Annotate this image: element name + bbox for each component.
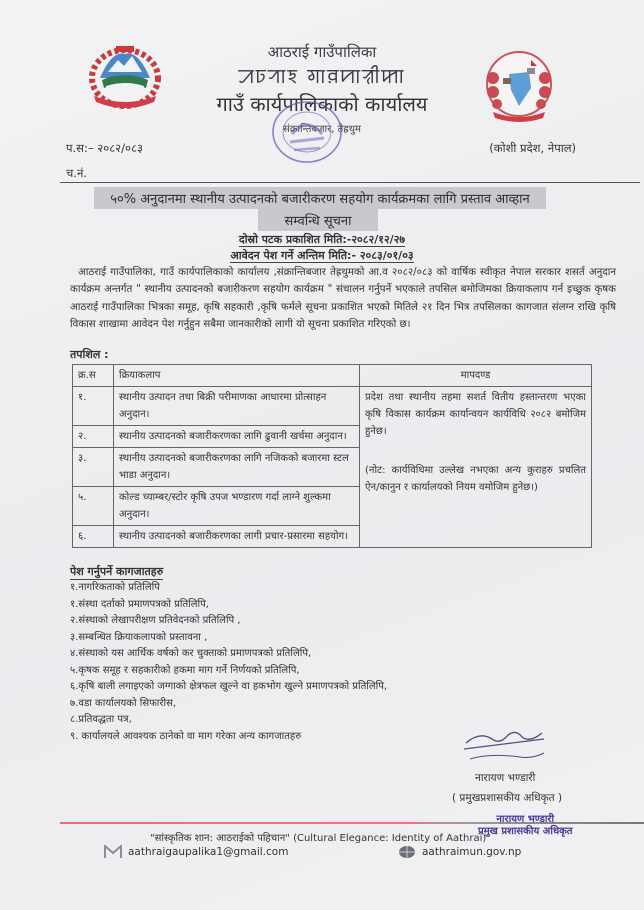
email-address[interactable]: aathraigaupalika1@gmail.com [128,846,289,858]
row-activity: स्थानीय उत्पादनको बजारीकरणका लागि नजिकको बजारमा स्टल भाडा अनुदान। [114,448,360,487]
list-item: ६.कृषि बाली लगाइएको जग्गाको क्षेत्रफल खुल्ने वा हकभोग खुल्ने प्रमाणपत्रको प्रतिलिपि, [70,681,388,692]
officer-stamp-name: नारायण भण्डारी [496,814,555,825]
list-item: १.नागरिकताको प्रतिलिपि [70,582,160,593]
officer-stamp-title: प्रमुख प्रशासकीय अधिकृत [478,826,573,837]
website-url[interactable]: aathraimun.gov.np [422,846,522,858]
list-item: ८.प्रतिवद्धता पत्र, [70,714,132,725]
table-header-row [73,365,592,387]
mail-icon [104,845,122,859]
list-item: ७.वडा कार्यालयको सिफारीस, [70,697,177,709]
municipality-name: आठराई गाउँपालिका [267,43,377,61]
municipality-script-name: ꠀꠑꠞꠣꠁ ꠉꠣꠅꠙꠣꠟꠤꠇꠣ [238,66,406,88]
documents-list [70,580,387,745]
notice-title-line1 [94,187,546,209]
activities-table [72,364,592,548]
header-activity: क्रियाकलाप [114,365,360,387]
application-deadline-text: आवेदन पेश गर्ने अन्तिम मिति:- २०८३/०१/०३ [230,249,414,262]
row-serial: २. [73,426,114,448]
signature-mark [460,727,550,769]
reference-number: प.स:– २०८२/०८३ [66,141,143,155]
second-publish-date-text: दोस्रो पटक प्रकाशित मिति:-२०८२/१२/२७ [238,233,406,246]
list-item: ९. कार्यालयले आवश्यक ठानेको वा माग गरेका अन्य कागजातहरु [70,730,302,742]
list-item: ४.संस्थाको यस आर्थिक वर्षको कर चुक्ताको प्रमाणपत्रको प्रतिलिपि, [70,648,312,659]
row-serial: ५. [73,487,114,526]
footer-website[interactable] [398,845,521,859]
footer-tagline: "सांस्कृतिक शान: आठराईको पहिचान" (Cultural Elegance: Identity of Aathrai) [150,833,487,844]
row-activity: कोल्ड च्याम्बर/स्टोर कृषि उपज भण्डारण गर्दा लाग्ने शुल्कमा अनुदान। [114,487,360,526]
criteria-text: प्रदेश तथा स्थानीय तहमा सशर्त वितीय हस्तान्तरण भएका कृषि विकास कार्यक्रम कार्यान्वयन कार्यविधि २०८२ बमोजिम हुनेछ। [365,392,586,437]
notice-title-line2 [258,209,378,231]
row-activity: स्थानीय उत्पादनको बजारीकरणका लागी प्रचार-प्रसारमा सहयोग। [114,526,360,548]
notice-body: आठराई गाउँपालिका, गाउँ कार्यपालिकाको कार्यालय ,संक्रान्तिबजार तेह्रथुमको आ.व २०८२/०८३ को वार्षिक स्वीकृत नेपाल सरकार शसर्त अनुदान कार्यक्रम अन्तर्गत " स्थानीय उत्पादनको बजारीकरण सहयोग कार्यक्रम " संचालन गर्नुपर्ने भएकाले तपसिल बमोजिमका क्रियाकलाप गर्न इच्छुक कृषक आठराई गाउँपालिका भित्रका समूह, कृषि सहकारी ,कृषि फर्मले सूचना प्रकाशित भएको मितिले २१ दिन भित्र तपसिलका कागजात संलग्न राखि कृषि विकास शाखामा आवेदन पेश गर्नुहुन सबैमा जानकारीको लागी यो सूचना प्रकाशित गरिएको छ। [70,267,616,330]
table-row [73,387,592,426]
globe-icon [398,845,416,859]
row-serial: १. [73,387,114,426]
signatory-title: ( प्रमुखप्रशासकीय अधिकृत ) [452,792,563,804]
signatory-name: नारायण भण्डारी [475,772,536,784]
official-stamp [268,98,346,166]
row-serial: ६. [73,526,114,548]
schedule-label: तपशिल : [70,348,109,361]
list-item: ५.कृषक समूह र सहकारीको हकमा माग गर्ने निर्णयको प्रतिलिपि, [70,664,300,676]
notice-title-text: ५०% अनुदानमा स्थानीय उत्पादनको बजारीकरण सहयोग कार्यक्रमका लागि प्रस्ताव आव्हान [110,192,530,207]
header-criteria: मापदण्ड [360,365,592,387]
list-item: २.संस्थाको लेखापरीक्षण प्रतिवेदनको प्रतिलिपि , [70,615,241,626]
footer-email[interactable] [104,845,288,859]
office-name: गाउँ कार्यपालिकाको कार्यालय [216,92,428,116]
documents-heading: पेश गर्नुपर्ने कागजातहरु [70,565,164,578]
list-item: १.संस्था दर्ताको प्रमाणपत्रको प्रतिलिपि, [70,598,209,610]
province-label: (कोशी प्रदेश, नेपाल) [489,141,576,155]
row-activity: स्थानीय उत्पादन तथा बिक्री परीमाणका आधारमा प्रोत्साहन अनुदान। [114,387,360,426]
dispatch-number: च.नं. [66,166,87,180]
criteria-note: (नोट: कार्यविधिमा उल्लेख नभएका अन्य कुराहरु प्रचलित ऐन/कानुन र कार्यालयको नियम वमोजिम हुनेछ।) [365,465,586,493]
row-serial: ३. [73,448,114,487]
notice-title-text-2: सम्वन्धि सूचना [284,214,352,229]
list-item: ३.सम्बन्धित क्रियाकलापको प्रस्तावना , [70,631,208,643]
row-activity: स्थानीय उत्पादनको बजारीकरणका लागि ढुवानी खर्चमा अनुदान। [114,426,360,448]
criteria-cell [360,387,592,548]
second-publish-date [0,232,644,247]
application-deadline [0,248,644,263]
header-serial: क्र.स [73,365,114,387]
officer-stamp [478,814,572,838]
header-divider [60,182,640,183]
office-location: संक्रान्तिबजार, तेह्रथुम [283,124,361,135]
